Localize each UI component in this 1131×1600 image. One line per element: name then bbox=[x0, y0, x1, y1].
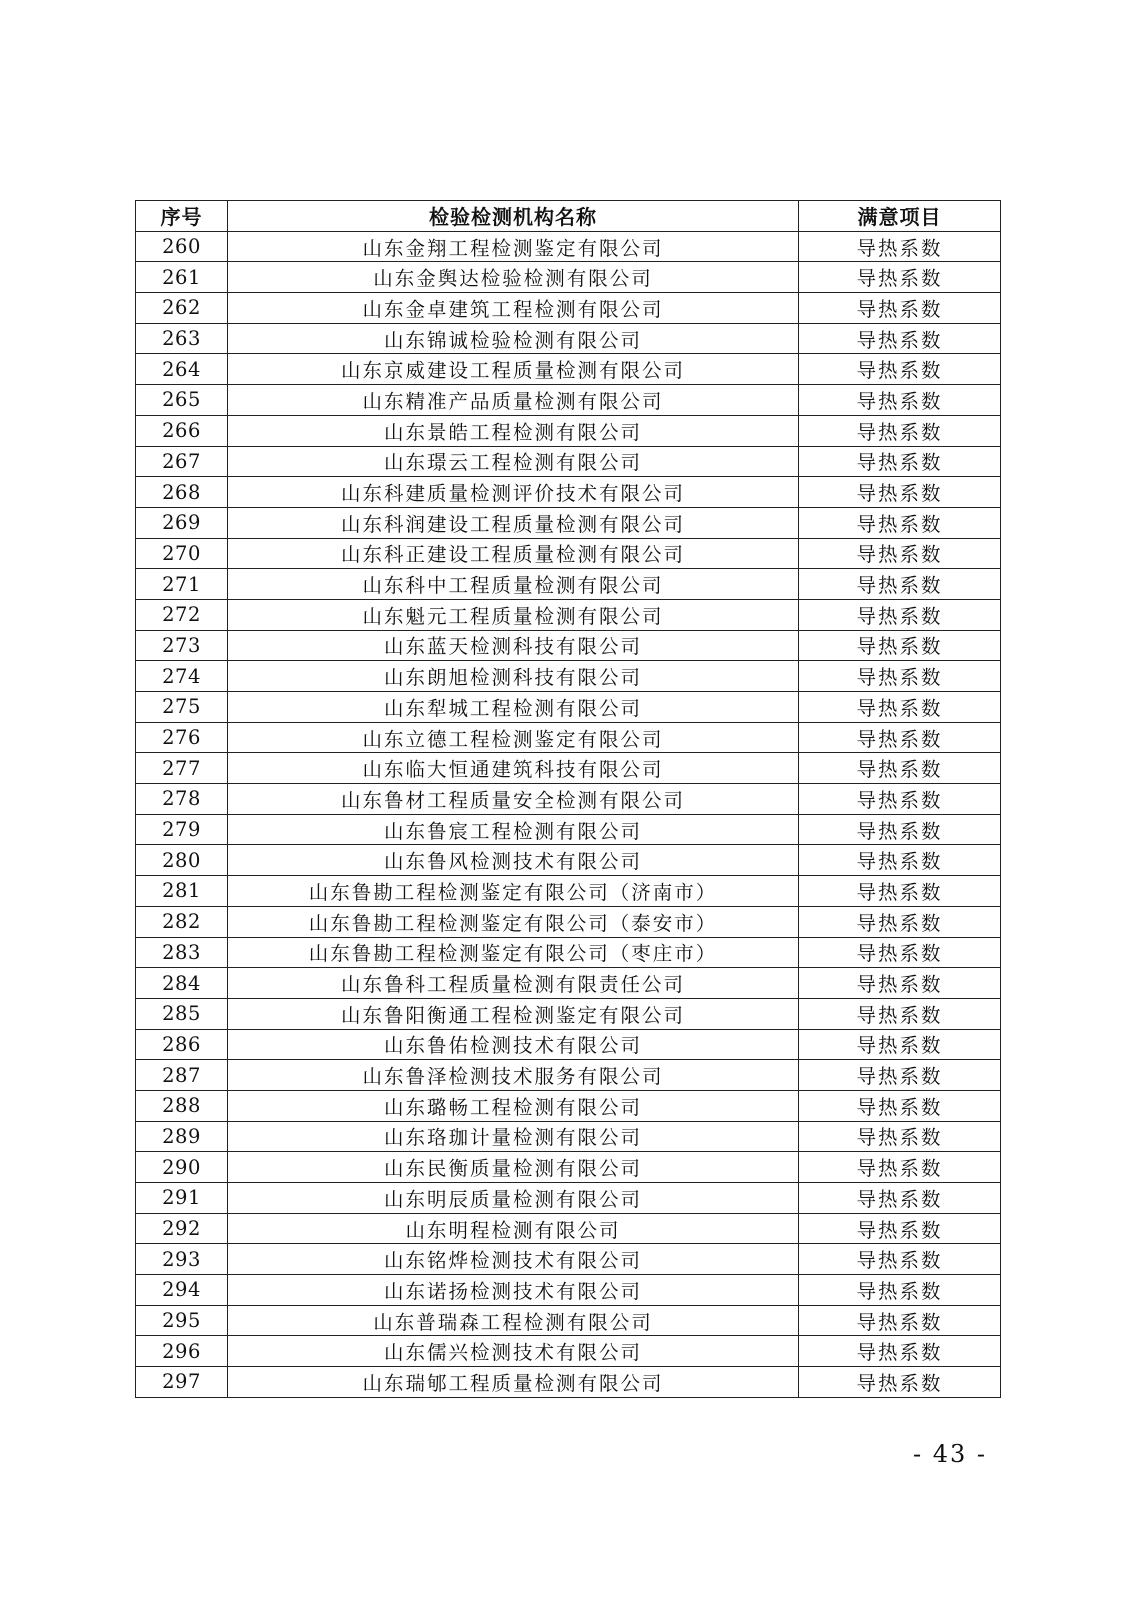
institution-name-cell: 山东普瑞森工程检测有限公司 bbox=[228, 1305, 799, 1336]
serial-number-cell: 294 bbox=[136, 1275, 228, 1306]
institution-name-cell: 山东鲁宸工程检测有限公司 bbox=[228, 814, 799, 845]
table-row bbox=[136, 477, 1001, 508]
table-row bbox=[136, 1183, 1001, 1214]
serial-number-cell: 275 bbox=[136, 692, 228, 723]
satisfactory-item-cell: 导热系数 bbox=[799, 876, 1001, 907]
institution-name-cell: 山东金卓建筑工程检测有限公司 bbox=[228, 293, 799, 324]
satisfactory-item-cell: 导热系数 bbox=[799, 814, 1001, 845]
serial-number-cell: 266 bbox=[136, 415, 228, 446]
institution-name-cell: 山东金翔工程检测鉴定有限公司 bbox=[228, 231, 799, 262]
serial-number-cell: 262 bbox=[136, 293, 228, 324]
serial-number-cell: 296 bbox=[136, 1336, 228, 1367]
satisfactory-item-cell: 导热系数 bbox=[799, 1275, 1001, 1306]
satisfactory-item-cell: 导热系数 bbox=[799, 293, 1001, 324]
table-row bbox=[136, 446, 1001, 477]
serial-number-cell: 286 bbox=[136, 1029, 228, 1060]
satisfactory-item-cell: 导热系数 bbox=[799, 1060, 1001, 1091]
satisfactory-item-cell: 导热系数 bbox=[799, 661, 1001, 692]
satisfactory-item-cell: 导热系数 bbox=[799, 354, 1001, 385]
satisfactory-item-cell: 导热系数 bbox=[799, 446, 1001, 477]
satisfactory-item-cell: 导热系数 bbox=[799, 692, 1001, 723]
table-row bbox=[136, 968, 1001, 999]
table-row bbox=[136, 1213, 1001, 1244]
satisfactory-item-cell: 导热系数 bbox=[799, 1244, 1001, 1275]
table-row bbox=[136, 876, 1001, 907]
table-row bbox=[136, 1121, 1001, 1152]
table-row bbox=[136, 323, 1001, 354]
header-serial-number: 序号 bbox=[136, 201, 228, 232]
satisfactory-item-cell: 导热系数 bbox=[799, 1152, 1001, 1183]
satisfactory-item-cell: 导热系数 bbox=[799, 1121, 1001, 1152]
satisfactory-item-cell: 导热系数 bbox=[799, 753, 1001, 784]
institution-name-cell: 山东犁城工程检测有限公司 bbox=[228, 692, 799, 723]
table-row bbox=[136, 998, 1001, 1029]
table-row bbox=[136, 1275, 1001, 1306]
serial-number-cell: 261 bbox=[136, 262, 228, 293]
serial-number-cell: 282 bbox=[136, 906, 228, 937]
institution-name-cell: 山东鲁材工程质量安全检测有限公司 bbox=[228, 784, 799, 815]
serial-number-cell: 268 bbox=[136, 477, 228, 508]
institution-name-cell: 山东儒兴检测技术有限公司 bbox=[228, 1336, 799, 1367]
satisfactory-item-cell: 导热系数 bbox=[799, 1336, 1001, 1367]
table-row bbox=[136, 1152, 1001, 1183]
table-row bbox=[136, 906, 1001, 937]
table-body bbox=[136, 231, 1001, 1397]
satisfactory-item-cell: 导热系数 bbox=[799, 1090, 1001, 1121]
institution-name-cell: 山东精准产品质量检测有限公司 bbox=[228, 385, 799, 416]
serial-number-cell: 295 bbox=[136, 1305, 228, 1336]
institution-name-cell: 山东明程检测有限公司 bbox=[228, 1213, 799, 1244]
institution-name-cell: 山东鲁阳衡通工程检测鉴定有限公司 bbox=[228, 998, 799, 1029]
institution-name-cell: 山东民衡质量检测有限公司 bbox=[228, 1152, 799, 1183]
institution-name-cell: 山东鲁勘工程检测鉴定有限公司（济南市） bbox=[228, 876, 799, 907]
header-institution-name: 检验检测机构名称 bbox=[228, 201, 799, 232]
table-header-row bbox=[136, 201, 1001, 232]
table-row bbox=[136, 354, 1001, 385]
satisfactory-item-cell: 导热系数 bbox=[799, 784, 1001, 815]
institution-name-cell: 山东鲁勘工程检测鉴定有限公司（泰安市） bbox=[228, 906, 799, 937]
institution-name-cell: 山东鲁勘工程检测鉴定有限公司（枣庄市） bbox=[228, 937, 799, 968]
table-row bbox=[136, 814, 1001, 845]
institution-name-cell: 山东京威建设工程质量检测有限公司 bbox=[228, 354, 799, 385]
serial-number-cell: 276 bbox=[136, 722, 228, 753]
satisfactory-item-cell: 导热系数 bbox=[799, 569, 1001, 600]
institution-name-cell: 山东魁元工程质量检测有限公司 bbox=[228, 599, 799, 630]
table-row bbox=[136, 293, 1001, 324]
table-row bbox=[136, 692, 1001, 723]
table-row bbox=[136, 1244, 1001, 1275]
table-row bbox=[136, 415, 1001, 446]
institution-name-cell: 山东立德工程检测鉴定有限公司 bbox=[228, 722, 799, 753]
institution-name-cell: 山东铭烨检测技术有限公司 bbox=[228, 1244, 799, 1275]
table-row bbox=[136, 231, 1001, 262]
satisfactory-item-cell: 导热系数 bbox=[799, 998, 1001, 1029]
page-number: - 43 - bbox=[912, 1440, 987, 1468]
serial-number-cell: 265 bbox=[136, 385, 228, 416]
institution-name-cell: 山东金舆达检验检测有限公司 bbox=[228, 262, 799, 293]
table-row bbox=[136, 784, 1001, 815]
serial-number-cell: 273 bbox=[136, 630, 228, 661]
institution-name-cell: 山东科正建设工程质量检测有限公司 bbox=[228, 538, 799, 569]
table-row bbox=[136, 538, 1001, 569]
institution-name-cell: 山东科建质量检测评价技术有限公司 bbox=[228, 477, 799, 508]
serial-number-cell: 271 bbox=[136, 569, 228, 600]
satisfactory-item-cell: 导热系数 bbox=[799, 1213, 1001, 1244]
institution-name-cell: 山东鲁泽检测技术服务有限公司 bbox=[228, 1060, 799, 1091]
institution-name-cell: 山东瑞郇工程质量检测有限公司 bbox=[228, 1367, 799, 1398]
satisfactory-item-cell: 导热系数 bbox=[799, 1367, 1001, 1398]
serial-number-cell: 287 bbox=[136, 1060, 228, 1091]
institution-name-cell: 山东璐畅工程检测有限公司 bbox=[228, 1090, 799, 1121]
institution-name-cell: 山东珞珈计量检测有限公司 bbox=[228, 1121, 799, 1152]
satisfactory-item-cell: 导热系数 bbox=[799, 415, 1001, 446]
institution-name-cell: 山东科润建设工程质量检测有限公司 bbox=[228, 507, 799, 538]
table-row bbox=[136, 630, 1001, 661]
satisfactory-item-cell: 导热系数 bbox=[799, 937, 1001, 968]
institution-name-cell: 山东科中工程质量检测有限公司 bbox=[228, 569, 799, 600]
table-row bbox=[136, 937, 1001, 968]
serial-number-cell: 284 bbox=[136, 968, 228, 999]
serial-number-cell: 289 bbox=[136, 1121, 228, 1152]
serial-number-cell: 263 bbox=[136, 323, 228, 354]
table-row bbox=[136, 753, 1001, 784]
table-row bbox=[136, 661, 1001, 692]
serial-number-cell: 264 bbox=[136, 354, 228, 385]
satisfactory-item-cell: 导热系数 bbox=[799, 722, 1001, 753]
serial-number-cell: 281 bbox=[136, 876, 228, 907]
satisfactory-item-cell: 导热系数 bbox=[799, 477, 1001, 508]
serial-number-cell: 269 bbox=[136, 507, 228, 538]
header-satisfactory-item: 满意项目 bbox=[799, 201, 1001, 232]
serial-number-cell: 277 bbox=[136, 753, 228, 784]
satisfactory-item-cell: 导热系数 bbox=[799, 968, 1001, 999]
institution-name-cell: 山东临大恒通建筑科技有限公司 bbox=[228, 753, 799, 784]
serial-number-cell: 290 bbox=[136, 1152, 228, 1183]
table-row bbox=[136, 569, 1001, 600]
institution-name-cell: 山东蓝天检测科技有限公司 bbox=[228, 630, 799, 661]
institution-name-cell: 山东诺扬检测技术有限公司 bbox=[228, 1275, 799, 1306]
institution-name-cell: 山东朗旭检测科技有限公司 bbox=[228, 661, 799, 692]
satisfactory-item-cell: 导热系数 bbox=[799, 507, 1001, 538]
serial-number-cell: 270 bbox=[136, 538, 228, 569]
table-row bbox=[136, 1305, 1001, 1336]
institution-name-cell: 山东鲁风检测技术有限公司 bbox=[228, 845, 799, 876]
satisfactory-item-cell: 导热系数 bbox=[799, 599, 1001, 630]
table-row bbox=[136, 1090, 1001, 1121]
table-row bbox=[136, 262, 1001, 293]
table-row bbox=[136, 599, 1001, 630]
serial-number-cell: 288 bbox=[136, 1090, 228, 1121]
institution-name-cell: 山东景皓工程检测有限公司 bbox=[228, 415, 799, 446]
table-row bbox=[136, 507, 1001, 538]
serial-number-cell: 278 bbox=[136, 784, 228, 815]
satisfactory-item-cell: 导热系数 bbox=[799, 1305, 1001, 1336]
serial-number-cell: 291 bbox=[136, 1183, 228, 1214]
satisfactory-item-cell: 导热系数 bbox=[799, 1029, 1001, 1060]
satisfactory-item-cell: 导热系数 bbox=[799, 262, 1001, 293]
serial-number-cell: 297 bbox=[136, 1367, 228, 1398]
satisfactory-item-cell: 导热系数 bbox=[799, 1183, 1001, 1214]
table-row bbox=[136, 722, 1001, 753]
institution-name-cell: 山东鲁佑检测技术有限公司 bbox=[228, 1029, 799, 1060]
serial-number-cell: 272 bbox=[136, 599, 228, 630]
institution-name-cell: 山东锦诚检验检测有限公司 bbox=[228, 323, 799, 354]
satisfactory-item-cell: 导热系数 bbox=[799, 906, 1001, 937]
table-row bbox=[136, 1336, 1001, 1367]
serial-number-cell: 260 bbox=[136, 231, 228, 262]
satisfactory-item-cell: 导热系数 bbox=[799, 385, 1001, 416]
serial-number-cell: 280 bbox=[136, 845, 228, 876]
table-row bbox=[136, 1060, 1001, 1091]
satisfactory-item-cell: 导热系数 bbox=[799, 538, 1001, 569]
institution-table bbox=[135, 200, 1001, 1398]
serial-number-cell: 267 bbox=[136, 446, 228, 477]
institution-name-cell: 山东明辰质量检测有限公司 bbox=[228, 1183, 799, 1214]
table-row bbox=[136, 845, 1001, 876]
serial-number-cell: 274 bbox=[136, 661, 228, 692]
institution-name-cell: 山东璟云工程检测有限公司 bbox=[228, 446, 799, 477]
table-row bbox=[136, 1367, 1001, 1398]
serial-number-cell: 285 bbox=[136, 998, 228, 1029]
serial-number-cell: 293 bbox=[136, 1244, 228, 1275]
serial-number-cell: 283 bbox=[136, 937, 228, 968]
satisfactory-item-cell: 导热系数 bbox=[799, 231, 1001, 262]
serial-number-cell: 279 bbox=[136, 814, 228, 845]
satisfactory-item-cell: 导热系数 bbox=[799, 630, 1001, 661]
satisfactory-item-cell: 导热系数 bbox=[799, 845, 1001, 876]
satisfactory-item-cell: 导热系数 bbox=[799, 323, 1001, 354]
institution-name-cell: 山东鲁科工程质量检测有限责任公司 bbox=[228, 968, 799, 999]
table-row bbox=[136, 1029, 1001, 1060]
table-row bbox=[136, 385, 1001, 416]
serial-number-cell: 292 bbox=[136, 1213, 228, 1244]
